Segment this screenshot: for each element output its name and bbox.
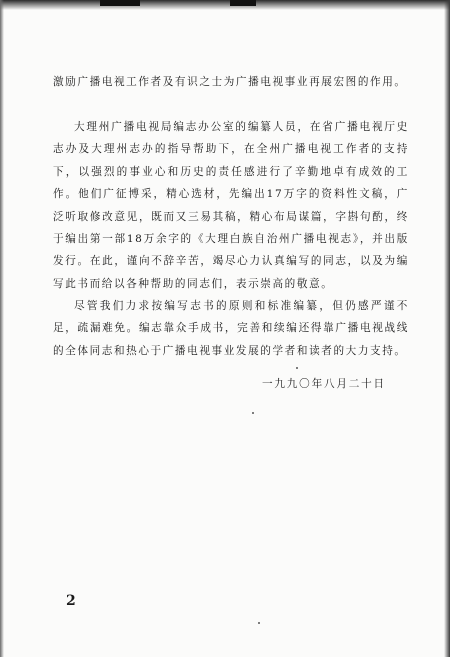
- scan-left-shadow: [0, 0, 4, 657]
- scan-mark: [230, 0, 256, 6]
- scan-top-shadow: [0, 0, 450, 10]
- scan-right-shadow: [444, 0, 450, 657]
- signature-date: 一九九〇年八月二十日: [262, 378, 386, 390]
- scan-speck: [258, 622, 260, 624]
- paragraph-acknowledgement: 大理州广播电视局编志办公室的编纂人员，在省广播电视厅史志办及大理州志办的指导帮助下，在全州广播电视工作者的支持下，以强烈的事业心和历史的责任感进行了辛勤地卓有成效的工作。他们广征博采，精心选材，先编出17万字的资料性文稿，广泛听取修改意见，既而又三易其稿，精心布局谋篇，字斟句酌，终于编出第一部18万余字的《大理白族自治州广播电视志》，并出版发行。在此，谨向不辞辛苦，竭尽心力认真编写的同志，以及为编写此书而给以各种帮助的同志们，表示崇高的敬意。: [53, 121, 409, 290]
- scan-speck: [296, 367, 298, 369]
- page-number: 2: [66, 593, 76, 609]
- paragraph-continuation: 激励广播电视工作者及有识之士为广播电视事业再展宏图的作用。: [53, 76, 407, 88]
- paragraph-closing: 尽管我们力求按编写志书的原则和标准编纂，但仍感严谨不足，疏漏难免。编志靠众手成书，完善和续编还得靠广播电视战线的全体同志和热心于广播电视事业发展的学者和读者的大力支持。: [53, 300, 409, 357]
- scan-mark: [100, 0, 140, 6]
- scan-speck: [252, 412, 254, 414]
